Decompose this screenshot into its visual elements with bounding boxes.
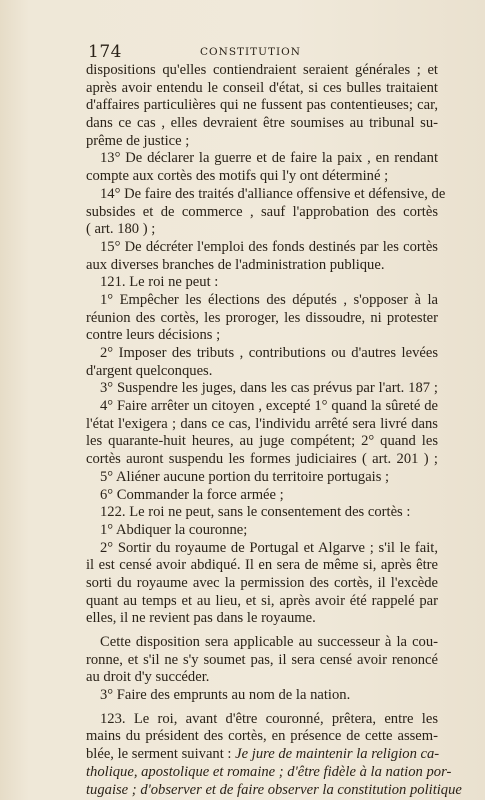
text-line: compte aux cortès des motifs qui l'y ont déterminé ; (86, 168, 389, 185)
text-line: au droit d'y succéder. (86, 669, 210, 686)
text-line: cortès auront suspendu les formes judiciaires ( art. 201 ) ; (86, 451, 438, 468)
oath-intro: blée, le serment suivant : (86, 746, 232, 763)
oath-text: Je jure de maintenir la religion ca- (235, 746, 440, 763)
text-line: Cette disposition sera applicable au successeur à la cou- (100, 634, 438, 650)
text-line: 2° Imposer des tributs , contributions ou d'autres levées (100, 345, 438, 361)
text-line: aux diverses branches de l'administration publique. (86, 256, 385, 273)
text-line: 1° Abdiquer la couronne; (100, 521, 248, 538)
text-line: 6° Commander la force armée ; (100, 486, 284, 503)
text-line: mains du président des cortès, en présence de cette assem- (86, 728, 438, 745)
text-line: 14° De faire des traités d'alliance offensive et défensive, de (100, 185, 446, 202)
text-line: après avoir entendu le conseil d'état, si ces bulles traitaient (86, 79, 438, 96)
article-heading: 122. Le roi ne peut, sans le consentement des cortès : (100, 504, 411, 521)
oath-line (86, 763, 452, 782)
text-line: elles, il ne revient pas dans le royaume. (86, 610, 316, 627)
text-line: 5° Aliéner aucune portion du territoire portugais ; (100, 468, 390, 485)
article-heading: 121. Le roi ne peut : (100, 274, 219, 291)
text-line: 2° Sortir du royaume de Portugal et Algarve ; s'il le fait, (100, 539, 438, 556)
text-line: dispositions qu'elles contiendraient seraient générales ; et (86, 62, 438, 78)
text-line: les quarante-huit heures, au juge compétent; 2° quand les (86, 433, 438, 450)
text-line: d'argent quelconques. (86, 362, 213, 379)
text-line: sorti du royaume avec la permission des cortès, il l'excède (86, 574, 438, 591)
page-number: 174 (88, 42, 122, 62)
text-line: l'état l'exigera ; dans ce cas, l'individu arrêté sera livré dans (86, 415, 438, 432)
text-line: ( art. 180 ) ; (86, 221, 156, 238)
oath-line (86, 781, 462, 800)
text-line: prême de justice ; (86, 132, 190, 149)
text-line: 1° Empêcher les élections des députés , s'opposer à la (100, 291, 438, 308)
running-title: CONSTITUTION (200, 46, 301, 58)
text-line: 13° De déclarer la guerre et de faire la paix , en rendant (100, 150, 438, 167)
text-line: il est censé avoir abdiqué. Il en sera de même si, après être (86, 557, 438, 574)
oath-text: tholique, apostolique et romaine ; d'être fidèle à la nation por- (86, 763, 452, 780)
page-header (88, 42, 405, 62)
article-heading: 123. Le roi, avant d'être couronné, prêtera, entre les (100, 710, 438, 727)
text-line: dans ce cas , elles devraient être soumises au tribunal su- (86, 115, 438, 132)
text-line: ronne, et s'il ne s'y soumet pas, il sera censé avoir renoncé (86, 651, 438, 668)
text-line: quant au temps et au lieu, et si, après avoir été rappelé par (86, 592, 438, 609)
text-line: 4° Faire arrêter un citoyen , excepté 1° quand la sûreté de (100, 398, 438, 415)
oath-line (86, 746, 438, 764)
body-text (86, 62, 462, 799)
text-line: d'affaires particulières qui ne fussent pas contentieuses; car, (86, 97, 438, 114)
text-line: 15° De décréter l'emploi des fonds destinés par les cortès (100, 238, 438, 255)
text-line: réunion des cortès, les proroger, les dissoudre, ni protester (86, 309, 438, 326)
text-line: 3° Faire des emprunts au nom de la nation. (100, 687, 351, 704)
text-line: contre leurs décisions ; (86, 327, 221, 344)
oath-text: tugaise ; d'observer et de faire observer la constitution politique (86, 781, 462, 798)
text-line: 3° Suspendre les juges, dans les cas prévus par l'art. 187 ; (100, 380, 438, 397)
text-line: subsides et de commerce , sauf l'approbation des cortès (86, 203, 438, 220)
